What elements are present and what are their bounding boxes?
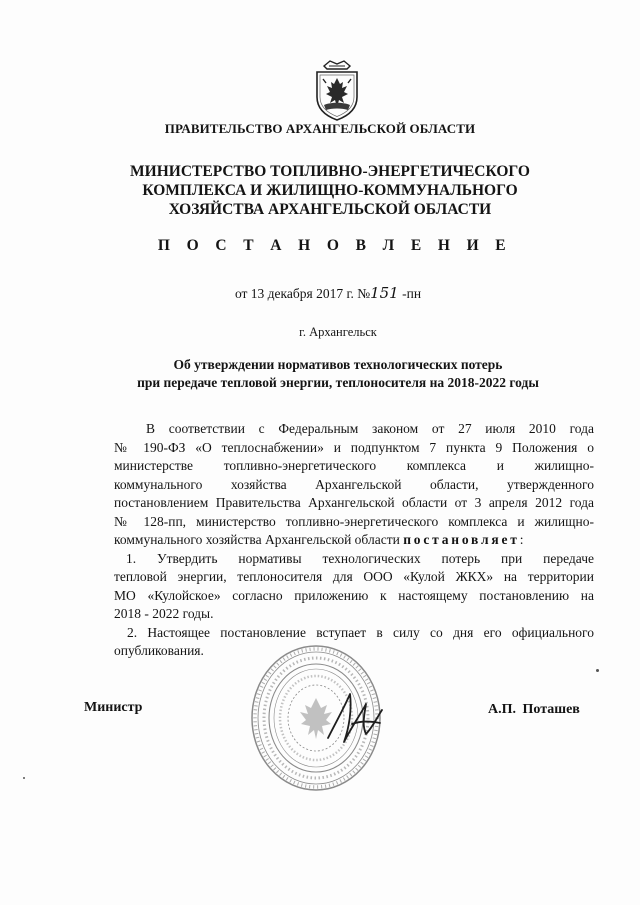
document-date: [0, 284, 640, 302]
ministry-heading: [120, 162, 540, 219]
item-1-line: 2018 - 2022 годы.: [114, 606, 214, 621]
handwritten-signature: [322, 688, 388, 754]
subject-line: при передаче тепловой энергии, теплоносителя на 2018-2022 годы: [137, 375, 539, 390]
document-number: 151: [370, 284, 399, 302]
body-line-text: :: [519, 532, 524, 547]
body-line: В соответствии с Федеральным законом от 27 июля 2010 года: [146, 421, 594, 436]
government-heading: ПРАВИТЕЛЬСТВО АРХАНГЕЛЬСКОЙ ОБЛАСТИ: [164, 121, 476, 136]
document-subject: [0, 356, 640, 392]
ministry-line: ХОЗЯЙСТВА АРХАНГЕЛЬСКОЙ ОБЛАСТИ: [168, 201, 492, 218]
item-2-line: опубликования.: [114, 643, 204, 658]
ministry-line: МИНИСТЕРСТВО ТОПЛИВНО-ЭНЕРГЕТИЧЕСКОГО: [130, 163, 530, 180]
scan-speck: [596, 669, 599, 672]
body-line-text: коммунального хозяйства Архангельской области: [114, 532, 404, 547]
resolution-keyword: постановляет: [403, 532, 520, 547]
body-line: № 128-пп, министерство топливно-энергетического комплекса и жилищно-: [114, 513, 594, 529]
coat-of-arms-icon: [310, 57, 364, 123]
subject-line: Об утверждении нормативов технологических потерь: [173, 357, 503, 372]
item-1-line: МО «Кулойское» согласно приложению к настоящему постановлению на: [114, 587, 594, 603]
body-line: постановлением Правительства Архангельской области от 3 апреля 2012 года: [114, 495, 594, 510]
signatory-title: Министр: [84, 700, 143, 715]
signatory-name: А.П. Поташев: [488, 702, 580, 717]
ministry-line: КОМПЛЕКСА И ЖИЛИЩНО-КОММУНАЛЬНОГО: [142, 182, 518, 199]
document-body: [114, 420, 594, 661]
body-line: коммунального хозяйства Архангельской области, утвержденного: [114, 476, 594, 492]
item-2-line: 2. Настоящее постановление вступает в силу со дня его официального: [127, 624, 594, 640]
number-suffix: -пн: [398, 286, 422, 301]
item-1-line: тепловой энергии, теплоносителя для ООО «Кулой ЖКХ» на территории: [114, 569, 594, 584]
body-line: [114, 531, 594, 550]
body-line: № 190-ФЗ «О теплоснабжении» и подпунктом 7 пункта 9 Положения о: [114, 439, 594, 455]
item-1-line: 1. Утвердить нормативы технологических потерь при передаче: [126, 550, 594, 566]
document-city: г. Архангельск: [299, 325, 377, 339]
body-line: министерстве топливно-энергетического комплекса и жилищно-: [114, 458, 594, 473]
document-type: П О С Т А Н О В Л Е Н И Е: [157, 237, 513, 254]
scan-speck: [23, 777, 25, 779]
date-prefix: от 13 декабря 2017 г. №: [234, 286, 371, 301]
